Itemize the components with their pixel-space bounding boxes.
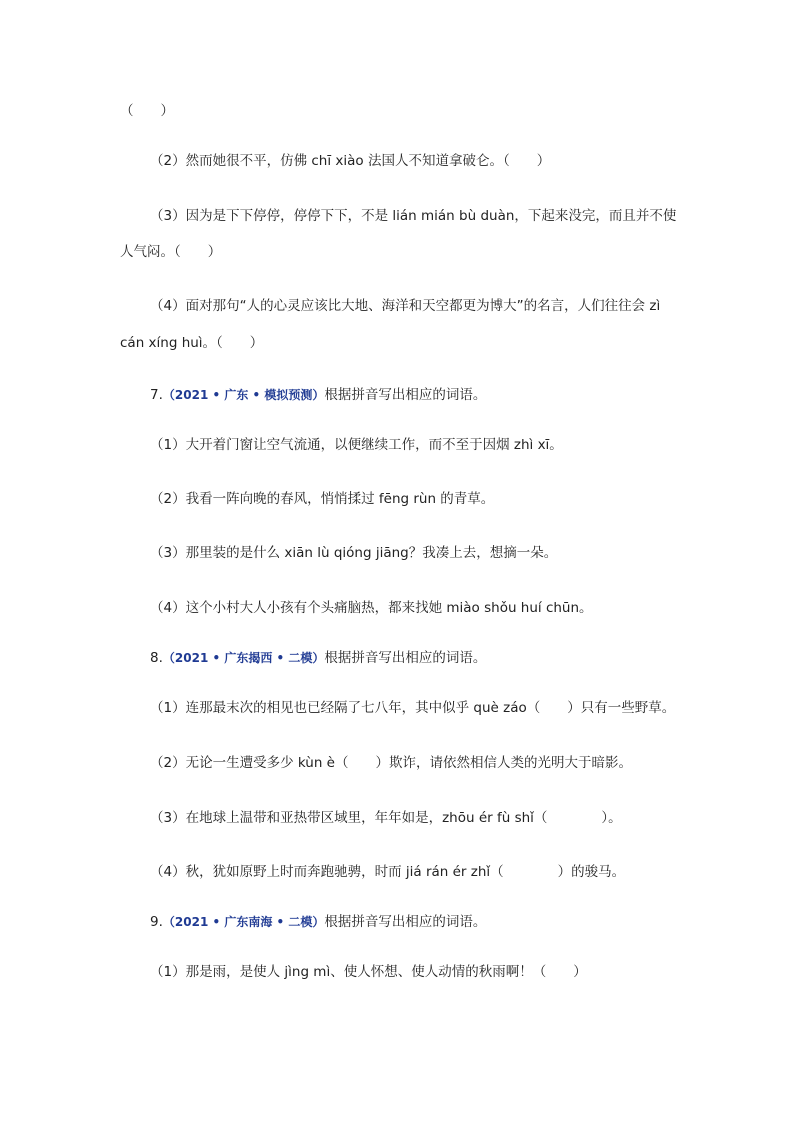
question-item: （2）然而她很不平，仿佛 chī xiào 法国人不知道拿破仑。（ ） [150,153,551,169]
question-item-continued: 人气闷。（ ） [120,244,222,260]
question-prompt: 根据拼音写出相应的词语。 [324,914,487,930]
question-prompt: 根据拼音写出相应的词语。 [324,650,487,666]
answer-blank-line: （ ） [120,103,174,119]
question-item: （3）那里装的是什么 xiān lù qióng jiāng？我凑上去，想摘一朵。 [150,545,558,561]
question-item: （3）因为是下下停停，停停下下，不是 lián mián bù duàn，下起来没完，而且并不使 [150,208,677,224]
question-number: 7. [150,387,163,403]
question-source: （2021 • 广东揭西 • 二模） [162,651,325,665]
question-item: （2）我看一阵向晚的春风，悄悄揉过 fēng rùn 的青草。 [150,491,495,507]
question-item: （1）那是雨，是使人 jìng mì、使人怀想、使人动情的秋雨啊！（ ） [150,964,587,980]
question-item-continued: cán xíng huì。（ ） [120,335,264,351]
question-number: 9. [150,914,163,930]
question-source: （2021 • 广东 • 模拟预测） [162,388,325,402]
question-item: （1）大开着门窗让空气流通，以便继续工作，而不至于因烟 zhì xī。 [150,437,563,453]
question-heading-8 [150,648,486,668]
question-item: （1）连那最末次的相见也已经隔了七八年，其中似乎 què záo（ ）只有一些野草。 [150,700,676,716]
question-item: （4）这个小村大人小孩有个头痛脑热，都来找她 miào shǒu huí chūn。 [150,600,593,616]
question-heading-7 [150,385,486,405]
question-item: （2）无论一生遭受多少 kùn è（ ）欺诈，请依然相信人类的光明大于暗影。 [150,755,632,771]
question-heading-9 [150,912,486,932]
question-prompt: 根据拼音写出相应的词语。 [324,387,487,403]
question-number: 8. [150,650,163,666]
question-item: （4）秋，犹如原野上时而奔跑驰骋，时而 jiá rán ér zhǐ（ ）的骏马。 [150,864,626,880]
question-item: （3）在地球上温带和亚热带区域里，年年如是，zhōu ér fù shǐ（ ）。 [150,810,622,826]
question-item: （4）面对那句“人的心灵应该比大地、海洋和天空都更为博大”的名言，人们往往会 zì [150,298,661,314]
question-source: （2021 • 广东南海 • 二模） [162,915,325,929]
